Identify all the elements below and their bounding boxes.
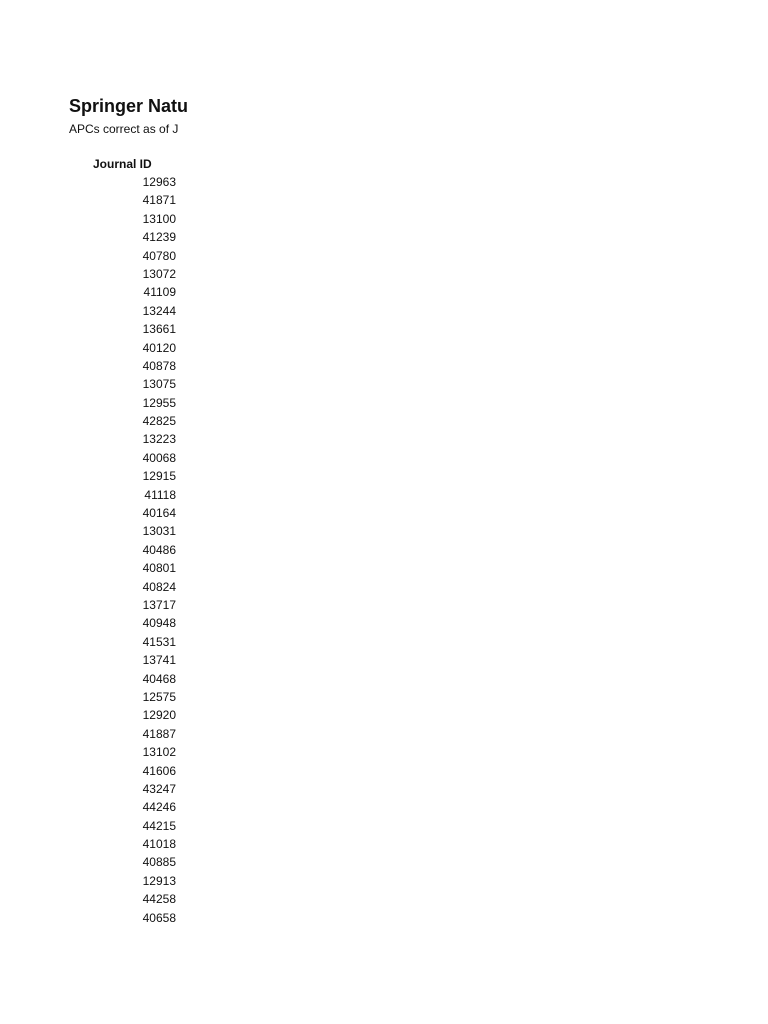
journal-id-cell: 13072: [142, 266, 176, 281]
journal-id-cell: 43247: [142, 781, 176, 796]
journal-id-cell: 40164: [142, 506, 176, 521]
journal-id-cell: 13102: [142, 745, 176, 760]
journal-id-cell: 12575: [142, 689, 176, 704]
journal-id-cell: 40878: [142, 358, 176, 373]
journal-id-cell: 41018: [142, 837, 176, 852]
journal-id-cell: 41109: [143, 285, 176, 300]
sheet-title: Springer Natu: [69, 96, 189, 116]
journal-id-cell: 12963: [142, 175, 176, 189]
journal-id-cell: 40780: [142, 248, 176, 263]
journal-id-cell: 44246: [142, 800, 176, 815]
journal-id-cell: 12913: [142, 873, 176, 888]
sheet-visible-area: [0, 0, 189, 1024]
journal-id-list: [110, 173, 176, 927]
journal-id-cell: 12955: [142, 395, 176, 410]
journal-id-column-header: Journal ID: [93, 157, 152, 171]
journal-id-cell: 40120: [142, 340, 176, 355]
journal-id-cell: 13244: [142, 303, 176, 318]
journal-id-cell: 41887: [142, 726, 176, 741]
journal-id-cell: 42825: [142, 414, 176, 429]
journal-id-cell: 13223: [142, 432, 176, 447]
journal-id-cell: 40824: [142, 579, 176, 594]
journal-id-cell: 13100: [142, 211, 176, 226]
journal-id-cell: 44258: [142, 892, 176, 907]
journal-id-cell: 13031: [142, 524, 176, 539]
journal-id-cell: 12915: [142, 469, 176, 484]
sheet-subtitle: APCs correct as of J: [69, 122, 179, 136]
journal-id-cell: 13741: [142, 653, 176, 668]
journal-id-cell: 40468: [142, 671, 176, 686]
journal-id-cell: 44215: [142, 818, 176, 833]
journal-id-cell: 40068: [142, 450, 176, 465]
journal-id-cell: 40486: [142, 542, 176, 557]
journal-id-cell: 40801: [142, 561, 176, 576]
journal-id-cell: 41531: [142, 634, 176, 649]
journal-id-cell: 41118: [144, 487, 176, 502]
journal-id-cell: 40885: [142, 855, 176, 870]
journal-id-cell: 12920: [142, 708, 176, 723]
journal-id-cell: 41239: [142, 230, 176, 245]
journal-id-cell: 41606: [142, 763, 176, 778]
journal-id-cell: 40948: [142, 616, 176, 631]
journal-id-cell: 13075: [142, 377, 176, 392]
journal-id-cell: 13661: [142, 322, 176, 337]
journal-id-cell: 41871: [142, 193, 176, 208]
journal-id-cell: 40658: [142, 910, 176, 925]
journal-id-cell: 13717: [142, 597, 176, 612]
